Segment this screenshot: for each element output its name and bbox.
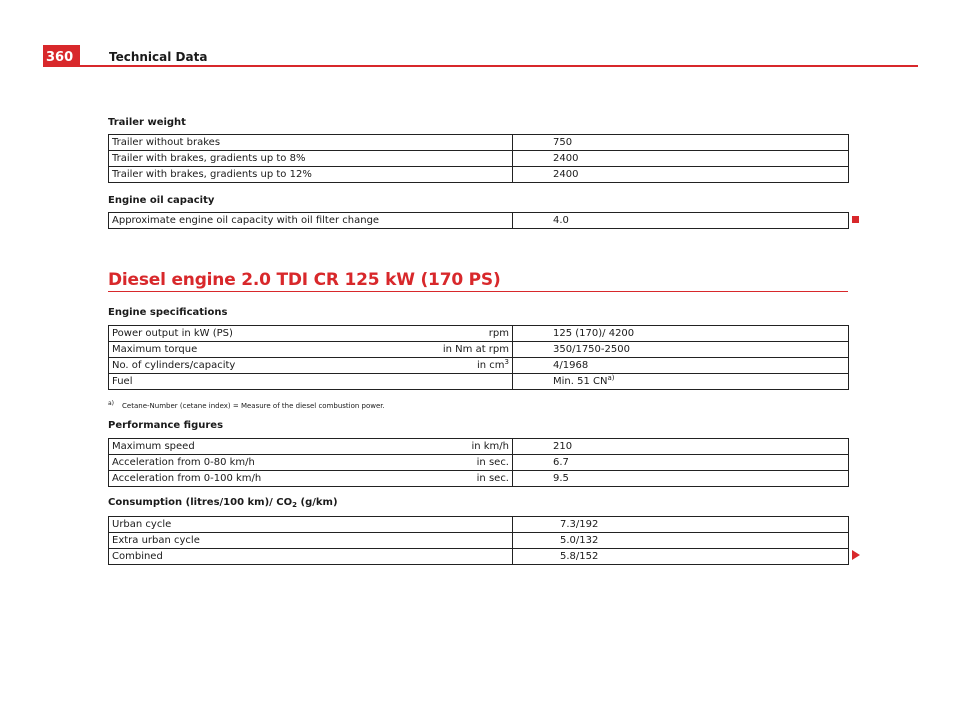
unit-text: in cm xyxy=(476,360,505,371)
row-label: No. of cylinders/capacity xyxy=(109,358,309,374)
row-value: 350/1750-2500 xyxy=(513,342,849,358)
table-row xyxy=(109,439,849,455)
row-label: Maximum torque xyxy=(109,342,309,358)
value-text: Min. 51 CN xyxy=(553,376,608,387)
consumption-heading-text: Consumption (litres/100 km)/ CO xyxy=(108,497,293,508)
row-value: 125 (170)/ 4200 xyxy=(513,326,849,342)
row-label: Approximate engine oil capacity with oil filter change xyxy=(109,213,513,229)
red-square-end-icon xyxy=(852,216,859,223)
row-label: Power output in kW (PS) xyxy=(109,326,309,342)
performance-heading: Performance figures xyxy=(108,420,224,431)
trailer-weight-heading: Trailer weight xyxy=(108,117,186,128)
table-row xyxy=(109,358,849,374)
row-label: Acceleration from 0-100 km/h xyxy=(109,471,309,487)
row-label: Urban cycle xyxy=(109,517,513,533)
unit-superscript: 3 xyxy=(504,358,509,366)
row-label: Trailer with brakes, gradients up to 8% xyxy=(109,151,513,167)
row-value: 210 xyxy=(513,439,849,455)
header-divider xyxy=(80,65,918,67)
row-label: Fuel xyxy=(109,374,309,390)
row-value: 2400 xyxy=(513,167,849,183)
row-unit: in sec. xyxy=(309,471,513,487)
row-unit: in km/h xyxy=(309,439,513,455)
engine-specs-heading: Engine specifications xyxy=(108,307,228,318)
table-row xyxy=(109,533,849,549)
engine-specs-table xyxy=(108,325,849,390)
row-value: 5.8/152 xyxy=(513,549,849,565)
row-value: 7.3/192 xyxy=(513,517,849,533)
row-label: Combined xyxy=(109,549,513,565)
table-row xyxy=(109,517,849,533)
table-row xyxy=(109,342,849,358)
row-label: Trailer with brakes, gradients up to 12% xyxy=(109,167,513,183)
table-row xyxy=(109,213,849,229)
table-row xyxy=(109,326,849,342)
table-row xyxy=(109,549,849,565)
row-unit xyxy=(309,374,513,390)
footnote-text: Cetane-Number (cetane index) = Measure of the diesel combustion power. xyxy=(122,402,385,410)
consumption-table xyxy=(108,516,849,565)
footnote xyxy=(108,399,385,411)
footnote-mark: a) xyxy=(108,400,115,407)
row-unit: in sec. xyxy=(309,455,513,471)
row-label: Maximum speed xyxy=(109,439,309,455)
consumption-heading-unit: (g/km) xyxy=(297,497,338,508)
page-header xyxy=(43,45,918,67)
row-value: 6.7 xyxy=(513,455,849,471)
row-unit xyxy=(309,358,513,374)
row-unit: rpm xyxy=(309,326,513,342)
section-title: Diesel engine 2.0 TDI CR 125 kW (170 PS) xyxy=(108,270,501,290)
table-row xyxy=(109,471,849,487)
row-unit: in Nm at rpm xyxy=(309,342,513,358)
row-label: Acceleration from 0-80 km/h xyxy=(109,455,309,471)
row-value: 9.5 xyxy=(513,471,849,487)
table-row xyxy=(109,135,849,151)
red-triangle-continue-icon xyxy=(852,550,860,560)
table-row xyxy=(109,151,849,167)
performance-table xyxy=(108,438,849,487)
page-number: 360 xyxy=(43,45,80,67)
consumption-heading-subscript: 2 xyxy=(292,501,298,509)
footnote-reference: a) xyxy=(607,374,615,382)
row-value xyxy=(513,374,849,390)
section-divider xyxy=(108,291,848,292)
row-value: 4/1968 xyxy=(513,358,849,374)
row-value: 5.0/132 xyxy=(513,533,849,549)
consumption-heading xyxy=(108,497,338,511)
page-header-title: Technical Data xyxy=(109,50,208,64)
row-label: Extra urban cycle xyxy=(109,533,513,549)
row-value: 4.0 xyxy=(513,213,849,229)
table-row xyxy=(109,374,849,390)
row-label: Trailer without brakes xyxy=(109,135,513,151)
table-row xyxy=(109,167,849,183)
engine-oil-heading: Engine oil capacity xyxy=(108,195,215,206)
row-value: 750 xyxy=(513,135,849,151)
trailer-weight-table xyxy=(108,134,849,183)
table-row xyxy=(109,455,849,471)
engine-oil-table xyxy=(108,212,849,229)
row-value: 2400 xyxy=(513,151,849,167)
